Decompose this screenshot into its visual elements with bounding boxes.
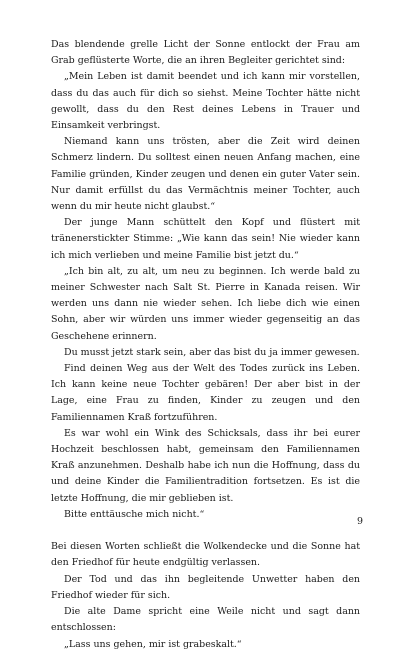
page-number: 9 [356,516,363,527]
paragraph: Der junge Mann schüttelt den Kopf und flüstert mit tränenerstickter Stimme: „Wie kann das sein! Nie wieder kann ich mich verlieben und meine Familie bist jetzt du.“ [51,217,360,261]
paragraph: Niemand kann uns trösten, aber die Zeit wird deinen Schmerz lindern. Du solltest einen neuen Anfang machen, eine Familie gründen, Kinder zeugen und denen ein guter Vater sein. Nur damit erfüllst du das Vermächtnis meiner Tochter, auch wenn du mir heute nicht glaubst.“ [51,136,360,213]
body-text [51,37,360,653]
paragraph: Der Tod und das ihn begleitende Unwetter haben den Friedhof wieder für sich. [51,573,360,601]
paragraph: Es war wohl ein Wink des Schicksals, dass ihr bei eurer Hochzeit beschlossen habt, gemeinsam den Familiennamen Kraß anzunehmen. Deshalb habe ich nun die Hoffnung, dass du und deine Kinder die Familientradition fortsetzen. Es ist die letzte Hoffnung, die mir geblieben ist. [51,427,360,504]
paragraph: „Mein Leben ist damit beendet und ich kann mir vorstellen, dass du das auch für dich so siehst. Meine Tochter hätte nicht gewollt, dass du den Rest deines Lebens in Trauer und Einsamkeit verbringst. [51,71,360,132]
paragraph: Bitte enttäusche mich nicht.“ [64,508,205,520]
paragraph: Die alte Dame spricht eine Weile nicht und sagt dann entschlossen: [51,606,360,634]
paragraph: Bei diesen Worten schließt die Wolkendecke und die Sonne hat den Friedhof für heute endgültig verlassen. [51,541,360,569]
paragraph: Find deinen Weg aus der Welt des Todes zurück ins Leben. Ich kann keine neue Tochter gebären! Der aber bist in der Lage, eine Frau zu finden, Kinder zu zeugen und den Familiennamen Kraß fortzuführen. [51,363,360,423]
section-break [51,523,360,539]
paragraph: „Lass uns gehen, mir ist grabeskalt.“ [64,638,242,650]
paragraph: Das blendende grelle Licht der Sonne entlockt der Frau am Grab geflüsterte Worte, die an ihren Begleiter gerichtet sind: [51,39,360,67]
paragraph: Du musst jetzt stark sein, aber das bist du ja immer gewesen. [64,346,360,358]
paragraph: „Ich bin alt, zu alt, um neu zu beginnen. Ich werde bald zu meiner Schwester nach Salt St. Pierre in Kanada reisen. Wir werden uns dann nie wieder sehen. Ich liebe dich wie einen Sohn, aber wir würden uns immer wieder gegenseitig an das Geschehene erinnern. [51,265,360,342]
